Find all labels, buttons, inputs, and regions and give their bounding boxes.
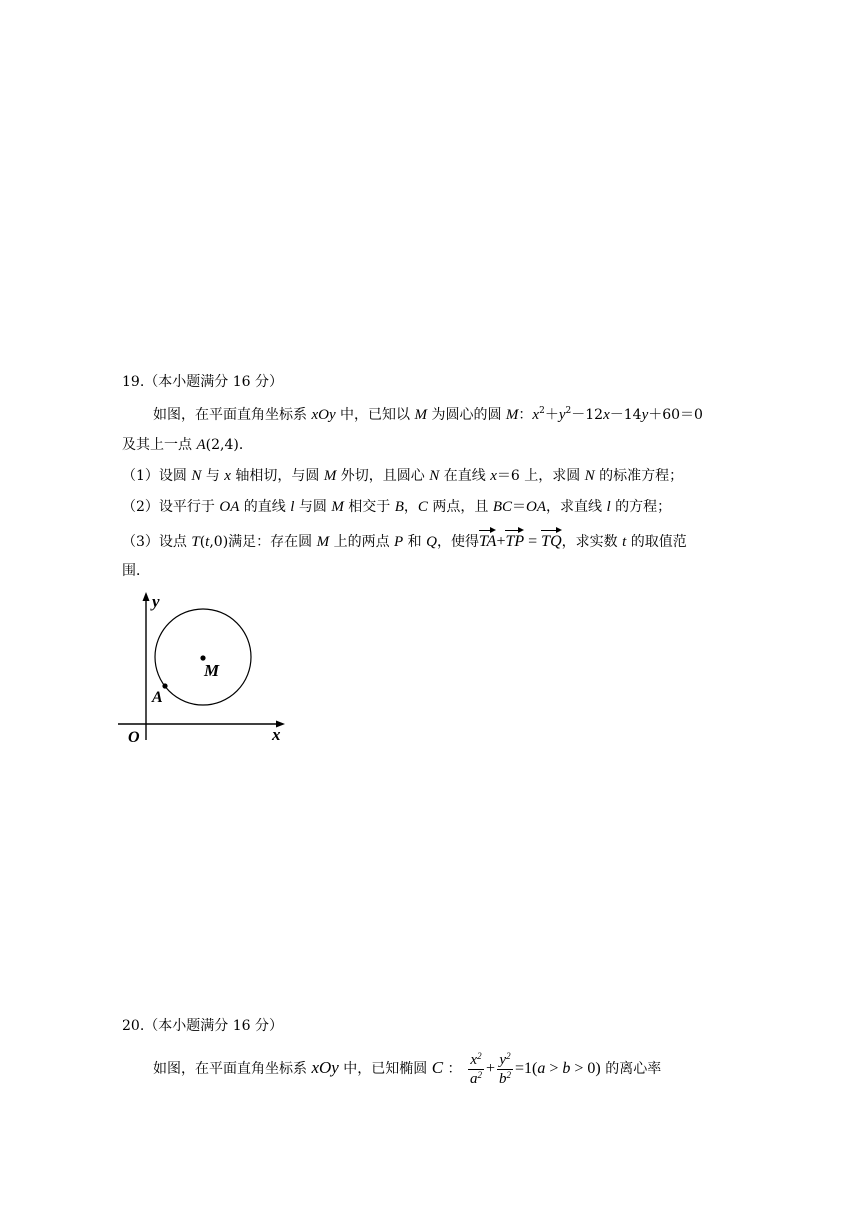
var-xoy: xOy <box>311 407 336 423</box>
text: 及其上一点 <box>122 437 197 453</box>
text: ,0)满足：存在圆 <box>209 534 317 550</box>
var-xoy: xOy <box>311 1058 339 1077</box>
var-y: y <box>558 407 566 423</box>
fraction-numerator <box>497 1051 512 1070</box>
var-q: Q <box>426 534 437 550</box>
var-b: B <box>394 499 404 515</box>
var-a: a <box>469 1070 478 1087</box>
text: ＝6 上，求圆 <box>496 468 585 484</box>
var-t: t <box>205 534 210 550</box>
origin-label: O <box>128 729 140 746</box>
var-y: y <box>641 407 649 423</box>
var-t-upper: T <box>191 534 200 550</box>
text: 的方程； <box>610 499 672 515</box>
y-axis-arrow <box>143 592 150 601</box>
q20-header: 20.（本小题满分 16 分） <box>122 1018 283 1034</box>
text: 如图，在平面直角坐标系 <box>153 1061 312 1077</box>
text: > 0) <box>570 1060 601 1077</box>
var-m: M <box>331 499 344 515</box>
exp: 2 <box>477 1069 482 1080</box>
exp: 2 <box>565 406 572 416</box>
exp: 2 <box>506 1050 511 1061</box>
x-axis-label: x <box>272 725 281 744</box>
text: 在直线 <box>439 468 491 484</box>
q20-intro <box>153 1046 661 1091</box>
var-n: N <box>191 468 202 484</box>
var-t: t <box>622 534 627 550</box>
text: = <box>524 533 542 550</box>
text: 中，已知以 <box>335 407 415 423</box>
var-m: M <box>316 534 330 550</box>
var-l: l <box>606 499 611 515</box>
var-y: y <box>499 1051 507 1068</box>
text: 外切，且圆心 <box>336 468 430 484</box>
var-x: x <box>532 407 540 423</box>
var-p: P <box>394 534 404 550</box>
var-oa: OA <box>526 499 547 515</box>
var-c: C <box>417 499 428 515</box>
var-b: b <box>562 1060 571 1077</box>
var-c: C <box>431 1058 444 1077</box>
fraction-y2-b2 <box>497 1051 513 1088</box>
q19-intro-line2 <box>122 435 253 455</box>
text: （2）设平行于 <box>122 499 220 515</box>
text: 的标准方程； <box>594 468 684 484</box>
var-b: b <box>499 1070 507 1087</box>
var-x: x <box>224 468 231 484</box>
text: > <box>545 1060 563 1077</box>
text: 上的两点 <box>329 534 395 550</box>
text: 的取值范 <box>626 534 687 550</box>
fraction-numerator <box>468 1051 483 1070</box>
text: ＋60＝0 <box>648 407 703 423</box>
text: ＝ <box>512 499 527 515</box>
var-n: N <box>584 468 595 484</box>
text: 为圆心的圆 <box>427 407 506 423</box>
text: －12 <box>571 407 604 423</box>
text: 中，已知椭圆 <box>338 1061 432 1077</box>
var-n: N <box>429 468 440 484</box>
text: 两点，且 <box>427 499 493 515</box>
var-x: x <box>490 468 497 484</box>
exp: 2 <box>539 406 545 416</box>
text: ， <box>403 499 418 515</box>
vector-tp: TP <box>505 528 524 552</box>
var-l: l <box>290 499 295 515</box>
text: (2,4)． <box>205 437 253 453</box>
text: （3）设点 <box>122 534 192 550</box>
q19-figure <box>110 590 300 755</box>
text: 与圆 <box>294 499 332 515</box>
text: ，求实数 <box>561 534 623 550</box>
var-m: M <box>505 407 519 423</box>
vector-tq: TQ <box>541 528 561 552</box>
text: + <box>496 533 506 550</box>
text: ： <box>443 1061 462 1077</box>
var-x: x <box>470 1051 478 1068</box>
q19-header: 19.（本小题满分 16 分） <box>122 374 283 390</box>
text: （1）设圆 <box>122 468 192 484</box>
q19-part2 <box>122 497 671 517</box>
y-axis-label: y <box>152 592 160 611</box>
fraction-denominator <box>468 1070 484 1088</box>
text: 如图，在平面直角坐标系 <box>153 407 312 423</box>
q19-intro-line1 <box>153 405 703 425</box>
text: 的离心率 <box>600 1061 662 1077</box>
var-oa: OA <box>219 499 240 515</box>
text: ，求直线 <box>546 499 607 515</box>
point-a <box>162 683 167 688</box>
exp: 2 <box>506 1069 512 1080</box>
fraction-denominator <box>497 1070 513 1088</box>
text: + <box>485 1060 496 1077</box>
var-a: a <box>537 1060 546 1077</box>
vector-ta: TA <box>479 528 496 552</box>
text: 和 <box>403 534 427 550</box>
text: ： <box>518 407 533 423</box>
text: =1( <box>515 1060 538 1077</box>
text: ，使得 <box>436 534 479 550</box>
text: ( <box>199 534 206 550</box>
text: ＋ <box>544 407 559 423</box>
exp: 2 <box>477 1050 482 1061</box>
point-a-label: A <box>152 689 163 706</box>
text: 的直线 <box>239 499 291 515</box>
center-m-label: M <box>204 661 220 680</box>
var-x: x <box>603 407 610 423</box>
q19-part3 <box>122 528 687 552</box>
var-m: M <box>414 407 428 423</box>
var-m: M <box>323 468 337 484</box>
text: －14 <box>609 407 642 423</box>
text: 相交于 <box>343 499 395 515</box>
var-a: A <box>196 437 206 453</box>
fraction-x2-a2 <box>468 1051 484 1088</box>
center-m-point <box>200 655 205 660</box>
q19-part1 <box>122 466 683 486</box>
text: 与 <box>201 468 225 484</box>
var-bc: BC <box>492 499 513 515</box>
q19-part3-tail: 围． <box>122 563 150 579</box>
text: 轴相切，与圆 <box>230 468 324 484</box>
